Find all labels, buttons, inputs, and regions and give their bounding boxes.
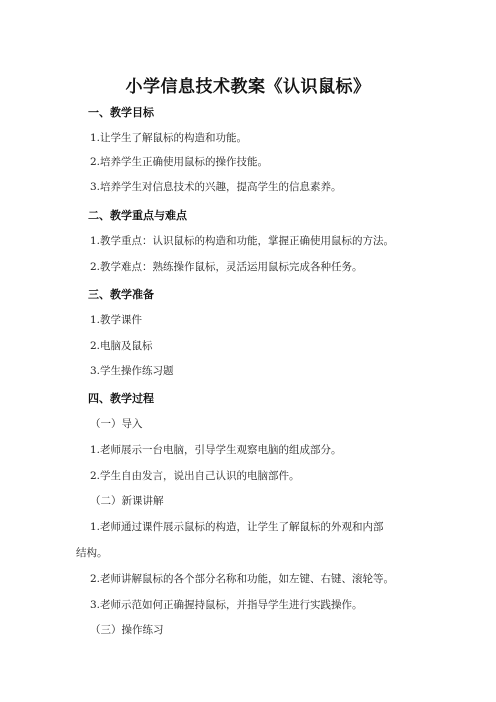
lecture-item-1: 1.老师通过课件展示鼠标的构造，让学生了解鼠标的外观和内部 (90, 521, 384, 533)
section-heading-goals: 一、教学目标 (88, 106, 154, 119)
subsection-heading-practice: （三）操作练习 (90, 624, 164, 636)
prep-item-1: 1.教学课件 (90, 314, 143, 326)
section-heading-focus: 二、教学重点与难点 (88, 209, 187, 222)
goal-item-2: 2.培养学生正确使用鼠标的操作技能。 (90, 156, 269, 168)
focus-item-1: 1.教学重点：认识鼠标的构造和功能，掌握正确使用鼠标的方法。 (90, 235, 395, 247)
intro-item-1: 1.老师展示一台电脑，引导学生观察电脑的组成部分。 (90, 444, 342, 456)
document-title: 小学信息技术教案《认识鼠标》 (125, 77, 371, 97)
lecture-item-2: 2.老师讲解鼠标的各个部分名称和功能，如左键、右键、滚轮等。 (90, 573, 395, 585)
goal-item-1: 1.让学生了解鼠标的构造和功能。 (90, 132, 248, 144)
lecture-item-3: 3.老师示范如何正确握持鼠标，并指导学生进行实践操作。 (90, 599, 363, 611)
section-heading-process: 四、教学过程 (88, 392, 154, 405)
section-heading-prep: 三、教学准备 (88, 288, 154, 301)
lecture-item-1-continued: 结构。 (76, 547, 108, 559)
focus-item-2: 2.教学难点：熟练操作鼠标，灵活运用鼠标完成各种任务。 (90, 261, 363, 273)
subsection-heading-lecture: （二）新课讲解 (90, 495, 164, 507)
subsection-heading-intro: （一）导入 (90, 418, 143, 430)
goal-item-3: 3.培养学生对信息技术的兴趣，提高学生的信息素养。 (90, 181, 342, 193)
prep-item-2: 2.电脑及鼠标 (90, 340, 153, 352)
prep-item-3: 3.学生操作练习题 (90, 365, 174, 377)
intro-item-2: 2.学生自由发言，说出自己认识的电脑部件。 (90, 470, 300, 482)
